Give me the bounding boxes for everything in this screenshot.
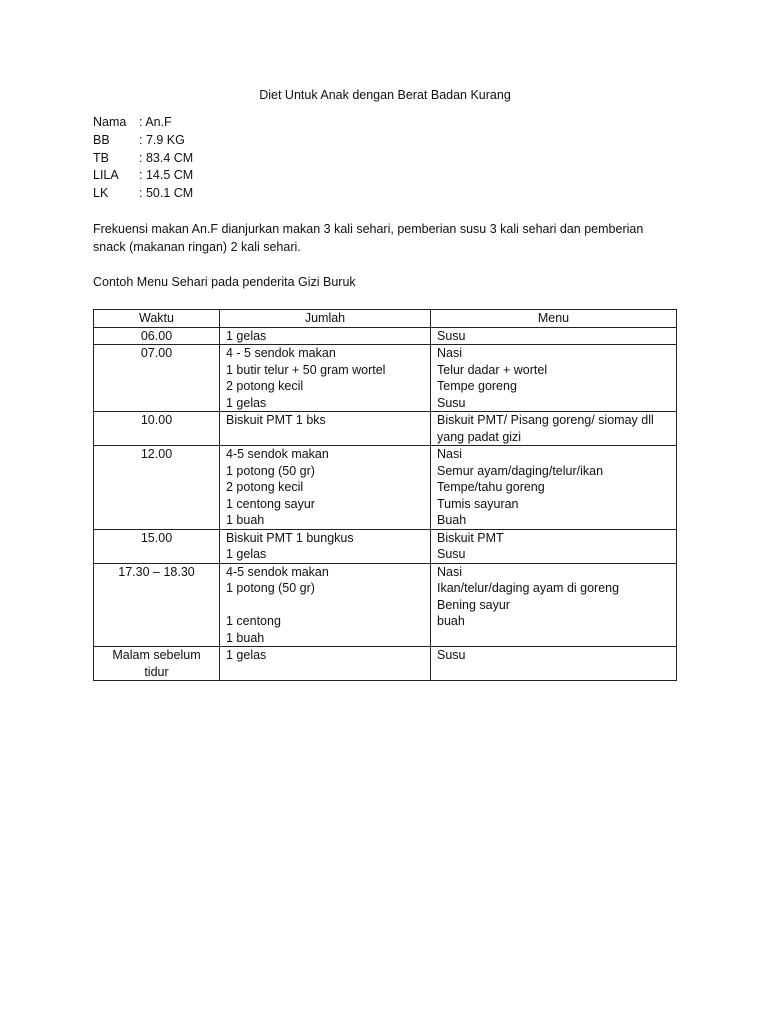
cell-jumlah bbox=[220, 345, 431, 412]
frequency-paragraph: Frekuensi makan An.F dianjurkan makan 3 kali sehari, pemberian susu 3 kali sehari dan pemberian snack (makanan ringan) 2 kali sehari. bbox=[93, 222, 644, 254]
jumlah-line: 2 potong kecil bbox=[226, 480, 304, 494]
cell-waktu: 10.00 bbox=[94, 412, 220, 446]
menu-line: buah bbox=[437, 614, 465, 628]
cell-waktu: 17.30 – 18.30 bbox=[94, 563, 220, 647]
menu-table bbox=[93, 309, 677, 681]
menu-line: Nasi bbox=[437, 346, 463, 360]
info-row bbox=[93, 150, 193, 168]
table-header-row bbox=[94, 310, 677, 328]
menu-line: Biskuit PMT/ Pisang goreng/ siomay dll yang padat gizi bbox=[437, 413, 654, 444]
cell-waktu: 15.00 bbox=[94, 529, 220, 563]
info-label: TB bbox=[93, 150, 109, 165]
jumlah-line: 1 gelas bbox=[226, 547, 267, 561]
table-row bbox=[94, 345, 677, 412]
jumlah-line: 1 centong bbox=[226, 614, 281, 628]
jumlah-line: 1 potong (50 gr) bbox=[226, 581, 315, 595]
jumlah-line: 1 butir telur + 50 gram wortel bbox=[226, 362, 386, 377]
info-row bbox=[93, 114, 193, 132]
menu-subtitle: Contoh Menu Sehari pada penderita Gizi Buruk bbox=[93, 275, 356, 289]
menu-line: Susu bbox=[437, 547, 466, 561]
table-row bbox=[94, 647, 677, 681]
jumlah-line bbox=[226, 597, 424, 614]
cell-jumlah bbox=[220, 563, 431, 647]
jumlah-line: 1 buah bbox=[226, 513, 265, 527]
cell-waktu: Malam sebelum tidur bbox=[94, 647, 220, 681]
info-label: LK bbox=[93, 186, 109, 201]
table-row bbox=[94, 529, 677, 563]
info-row bbox=[93, 132, 193, 150]
cell-menu bbox=[431, 412, 677, 446]
menu-line: Semur ayam/daging/telur/ikan bbox=[437, 463, 604, 478]
info-value: : 50.1 CM bbox=[139, 186, 194, 201]
jumlah-line: Biskuit PMT 1 bungkus bbox=[226, 530, 354, 545]
jumlah-line: 4-5 sendok makan bbox=[226, 447, 329, 461]
header-jumlah: Jumlah bbox=[220, 310, 431, 328]
info-value: : 7.9 KG bbox=[139, 132, 185, 147]
cell-jumlah bbox=[220, 446, 431, 530]
info-value: : An.F bbox=[139, 115, 172, 129]
jumlah-line: Biskuit PMT 1 bks bbox=[226, 413, 326, 427]
jumlah-line: 4-5 sendok makan bbox=[226, 564, 329, 579]
cell-waktu: 07.00 bbox=[94, 345, 220, 412]
menu-line: Buah bbox=[437, 513, 467, 527]
table-row bbox=[94, 563, 677, 647]
info-label: Nama bbox=[93, 115, 127, 129]
cell-waktu: 06.00 bbox=[94, 327, 220, 345]
table-row bbox=[94, 446, 677, 530]
cell-jumlah bbox=[220, 529, 431, 563]
cell-menu bbox=[431, 327, 677, 345]
menu-line: Tempe goreng bbox=[437, 379, 517, 393]
cell-menu bbox=[431, 345, 677, 412]
cell-jumlah bbox=[220, 327, 431, 345]
menu-line: Susu bbox=[437, 328, 466, 343]
table-row bbox=[94, 412, 677, 446]
cell-jumlah bbox=[220, 412, 431, 446]
jumlah-line: 1 potong (50 gr) bbox=[226, 463, 315, 478]
jumlah-line: 2 potong kecil bbox=[226, 379, 304, 393]
menu-line: Biskuit PMT bbox=[437, 530, 504, 545]
jumlah-line: 4 - 5 sendok makan bbox=[226, 346, 336, 360]
menu-line: Nasi bbox=[437, 447, 463, 461]
menu-line: Tumis sayuran bbox=[437, 496, 519, 511]
cell-menu bbox=[431, 446, 677, 530]
cell-menu bbox=[431, 647, 677, 681]
cell-menu bbox=[431, 529, 677, 563]
info-row bbox=[93, 185, 193, 203]
menu-line: Bening sayur bbox=[437, 597, 510, 612]
info-value: : 83.4 CM bbox=[139, 150, 194, 165]
info-label: LILA bbox=[93, 168, 119, 183]
menu-line: Susu bbox=[437, 648, 466, 662]
menu-line: Tempe/tahu goreng bbox=[437, 480, 545, 494]
patient-info bbox=[93, 114, 193, 203]
info-label: BB bbox=[93, 132, 110, 147]
jumlah-line: 1 gelas bbox=[226, 648, 267, 662]
jumlah-line: 1 buah bbox=[226, 630, 265, 645]
table-body bbox=[94, 327, 677, 681]
info-row bbox=[93, 167, 193, 185]
cell-waktu: 12.00 bbox=[94, 446, 220, 530]
menu-line: Nasi bbox=[437, 564, 463, 579]
info-value: : 14.5 CM bbox=[139, 168, 194, 183]
menu-line: Ikan/telur/daging ayam di goreng bbox=[437, 581, 620, 595]
jumlah-line: 1 centong sayur bbox=[226, 496, 315, 511]
table-row bbox=[94, 327, 677, 345]
jumlah-line: 1 gelas bbox=[226, 395, 267, 410]
jumlah-line: 1 gelas bbox=[226, 328, 267, 343]
cell-menu bbox=[431, 563, 677, 647]
header-menu: Menu bbox=[431, 310, 677, 328]
cell-jumlah bbox=[220, 647, 431, 681]
menu-line: Telur dadar + wortel bbox=[437, 362, 548, 377]
menu-line: Susu bbox=[437, 395, 466, 410]
document-title: Diet Untuk Anak dengan Berat Badan Kurang bbox=[259, 88, 511, 102]
header-waktu: Waktu bbox=[94, 310, 220, 328]
